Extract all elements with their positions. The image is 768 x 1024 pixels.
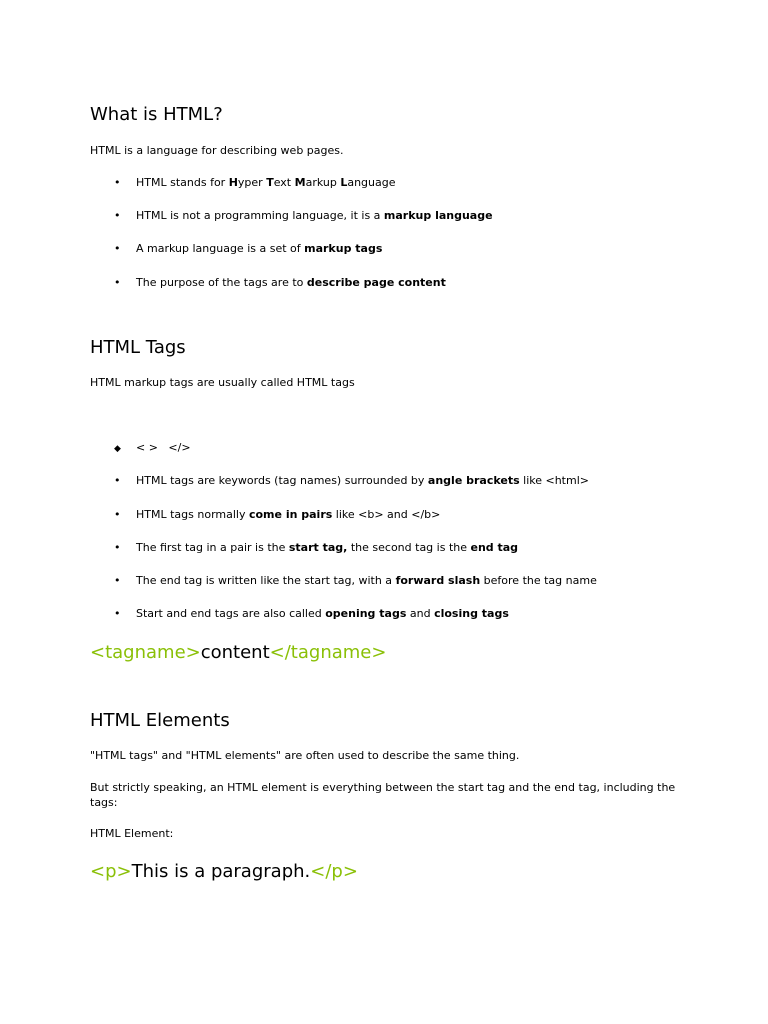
bullet-icon: • [114, 607, 121, 620]
heading-html-elements: HTML Elements [90, 710, 230, 731]
bullet-icon: • [114, 574, 121, 587]
bullet-icon: • [114, 276, 121, 289]
list-item: • The purpose of the tags are to describe page content [114, 276, 446, 289]
heading-html-tags: HTML Tags [90, 337, 186, 358]
list-item: • HTML stands for Hyper Text Markup Language [114, 176, 396, 189]
bullet-icon: • [114, 176, 121, 189]
list-item: • HTML is not a programming language, it is a markup language [114, 209, 493, 222]
list-item: ◆ < > </> [136, 440, 191, 456]
tag-syntax-example [90, 641, 386, 665]
bullet-icon: • [114, 209, 121, 222]
list-item: • HTML tags are keywords (tag names) surrounded by angle brackets like <html> [114, 474, 589, 487]
open-tag: <p> [90, 861, 132, 882]
bullet-icon: • [114, 508, 121, 521]
elements-paragraph-3: HTML Element: [90, 827, 174, 840]
heading-what-is-html: What is HTML? [90, 104, 223, 125]
bullet-icon: • [114, 242, 121, 255]
close-tag: </tagname> [269, 642, 387, 663]
list-item: • A markup language is a set of markup tags [114, 242, 383, 255]
elements-paragraph-2: But strictly speaking, an HTML element is everything between the start tag and the end tag, including the tags: [90, 781, 676, 809]
elements-paragraph-1: "HTML tags" and "HTML elements" are often used to describe the same thing. [90, 749, 520, 762]
tags-intro-paragraph: HTML markup tags are usually called HTML tags [90, 376, 355, 389]
diamond-bullet-icon: ◆ [114, 444, 121, 454]
intro-paragraph: HTML is a language for describing web pages. [90, 144, 344, 157]
open-tag: <tagname> [90, 642, 201, 663]
bullet-icon: • [114, 541, 121, 554]
bullet-icon: • [114, 474, 121, 487]
list-item: • The first tag in a pair is the start tag, the second tag is the end tag [114, 541, 519, 554]
close-tag: </p> [310, 861, 358, 882]
list-item: • HTML tags normally come in pairs like <b> and </b> [114, 508, 441, 521]
list-item: • The end tag is written like the start tag, with a forward slash before the tag name [114, 574, 597, 587]
list-item: • Start and end tags are also called opening tags and closing tags [114, 607, 509, 620]
element-example [90, 860, 358, 884]
element-content: This is a paragraph. [131, 861, 311, 882]
tag-content: content [200, 642, 270, 663]
